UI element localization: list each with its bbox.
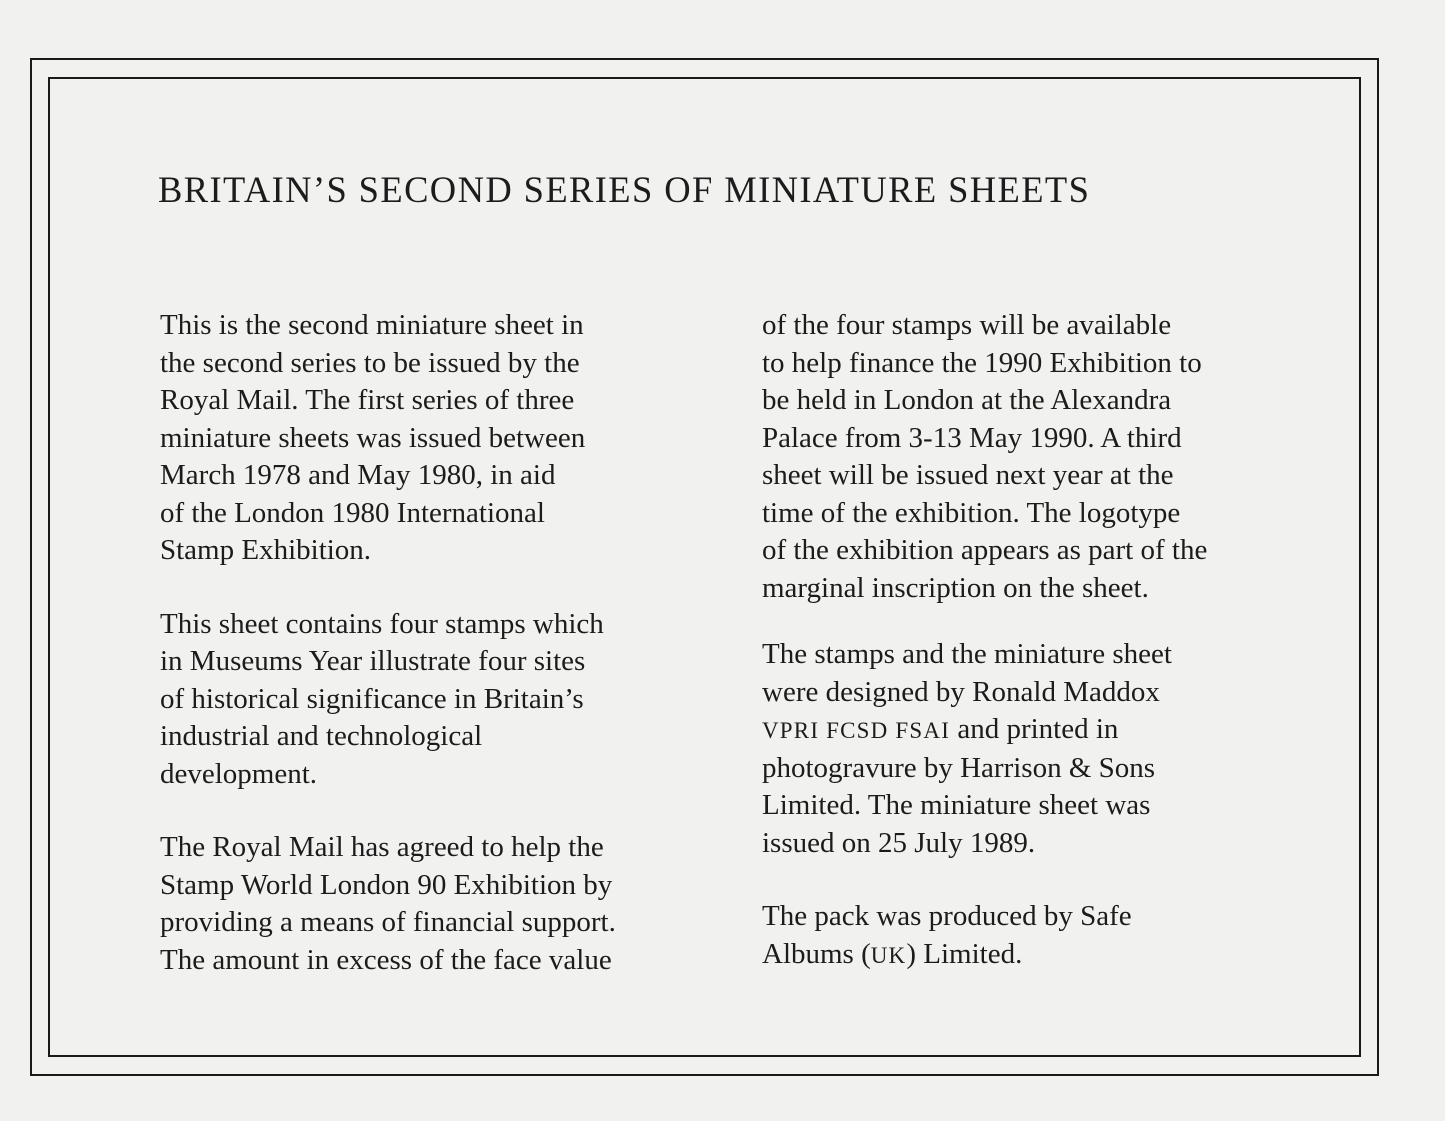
text-line: of historical significance in Britain’s xyxy=(160,682,584,715)
text-line: photogravure by Harrison & Sons xyxy=(762,751,1156,784)
text-line: of the exhibition appears as part of the xyxy=(762,534,1208,566)
text-line: This sheet contains four stamps which xyxy=(160,607,604,640)
paragraph-sheet-contents xyxy=(160,606,740,794)
paragraph-design-credits xyxy=(762,636,1342,862)
text-line: providing a means of financial support. xyxy=(160,906,616,938)
paragraph-pack-producer xyxy=(762,898,1342,974)
text-line xyxy=(762,711,1342,750)
text-line: time of the exhibition. The logotype xyxy=(762,496,1181,529)
text-line: The pack was produced by Safe xyxy=(762,900,1132,932)
text-line: issued on 25 July 1989. xyxy=(762,826,1036,859)
text-line: development. xyxy=(160,757,318,790)
text-fragment: and printed in xyxy=(950,713,1119,745)
text-line xyxy=(762,936,1342,975)
text-fragment: Albums ( xyxy=(762,937,871,970)
right-column-lower xyxy=(762,636,1342,1010)
text-line: of the four stamps will be available xyxy=(762,309,1172,341)
text-line: marginal inscription on the sheet. xyxy=(762,571,1149,604)
text-line: Stamp World London 90 Exhibition by xyxy=(160,868,613,901)
text-line: of the London 1980 International xyxy=(160,496,545,529)
text-line: Royal Mail. The first series of three xyxy=(160,384,575,416)
text-line: miniature sheets was issued between xyxy=(160,421,586,454)
designer-credentials: VPRI FCSD FSAI xyxy=(762,718,951,743)
text-line: Limited. The miniature sheet was xyxy=(762,789,1151,821)
text-line: be held in London at the Alexandra xyxy=(762,384,1172,416)
text-line: sheet will be issued next year at the xyxy=(762,459,1174,491)
text-line: March 1978 and May 1980, in aid xyxy=(160,459,556,491)
text-line: in Museums Year illustrate four sites xyxy=(160,645,586,677)
country-abbreviation: UK xyxy=(870,942,907,968)
text-line: the second series to be issued by the xyxy=(160,346,580,379)
text-line: The stamps and the miniature sheet xyxy=(762,638,1172,670)
paragraph-royal-mail-support xyxy=(160,829,740,979)
text-line: to help finance the 1990 Exhibition to xyxy=(762,346,1202,379)
right-column-upper xyxy=(762,307,1342,643)
text-line: Stamp Exhibition. xyxy=(160,534,372,566)
text-line: The amount in excess of the face value xyxy=(160,943,612,976)
page-title: BRITAIN’S SECOND SERIES OF MINIATURE SHEETS xyxy=(158,169,1091,210)
text-line: Palace from 3-13 May 1990. A third xyxy=(762,421,1182,454)
text-line: The Royal Mail has agreed to help the xyxy=(160,831,604,863)
text-fragment: ) Limited. xyxy=(906,937,1023,970)
text-line: were designed by Ronald Maddox xyxy=(762,675,1160,708)
paragraph-series-intro xyxy=(160,307,740,570)
text-line: This is the second miniature sheet in xyxy=(160,309,584,341)
paragraph-exhibition-finance xyxy=(762,307,1342,607)
left-column xyxy=(160,307,740,1015)
text-line: industrial and technological xyxy=(160,720,483,752)
